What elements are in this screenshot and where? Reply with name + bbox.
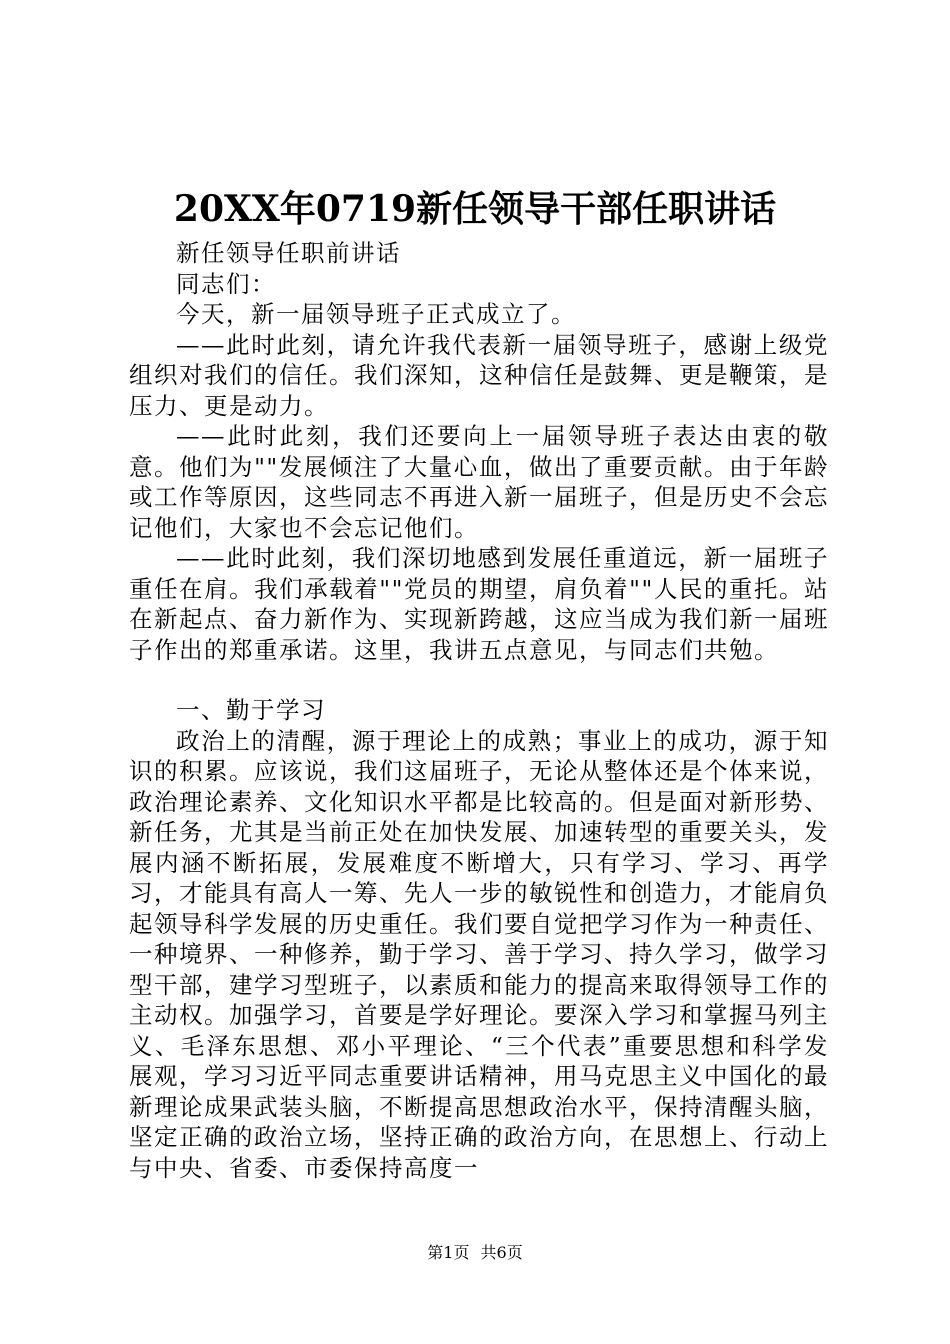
paragraph-salutation: 同志们：	[176, 269, 276, 298]
paragraph: 政治上的清醒，源于理论上的成熟；事业上的成功，源于知识的积累。应该说，我们这届班子，无论从整体还是个体来说，政治理论素养、文化知识水平都是比较高的。但是面对新形势、新任务，尤其是当前正处在加快发展、加速转型的重要关头，发展内涵不断拓展，发展难度不断增大，只有学习、学习、再学习，才能具有高人一筹、先人一步的敏锐性和创造力，才能肩负起领导科学发展的历史重任。我们要自觉把学习作为一种责任、一种境界、一种修养，勤于学习、善于学习、持久学习，做学习型干部，建学习型班子，以素质和能力的提高来取得领导工作的主动权。加强学习，首要是学好理论。要深入学习和掌握马列主义、毛泽东思想、邓小平理论、“三个代表”重要思想和科学发展观，学习习近平同志重要讲话精神，用马克思主义中国化的最新理论成果武装头脑，不断提高思想政治水平，保持清醒头脑，坚定正确的政治立场，坚持正确的政治方向，在思想上、行动上与中央、省委、市委保持高度一	[129, 726, 829, 1182]
page-footer	[0, 1242, 950, 1264]
document-body	[129, 238, 829, 1183]
paragraph: ——此时此刻，我们还要向上一届领导班子表达由衷的敬意。他们为""发展倾注了大量心血，做出了重要贡献。由于年龄或工作等原因，这些同志不再进入新一届班子，但是历史不会忘记他们，大家也不会忘记他们。	[129, 422, 829, 542]
paragraph-subtitle: 新任领导任职前讲话	[176, 239, 401, 267]
paragraph: ——此时此刻，我们深切地感到发展任重道远，新一届班子重任在肩。我们承载着""党员的期望，肩负着""人民的重托。站在新起点、奋力新作为、实现新跨越，这应当成为我们新一届班子作出的郑重承诺。这里，我讲五点意见，与同志们共勉。	[129, 544, 829, 664]
document-title: 20XX年0719新任领导干部任职讲话	[173, 188, 777, 230]
section-heading: 一、勤于学习	[176, 696, 326, 724]
page-number: 第1页	[427, 1243, 470, 1262]
paragraph: 今天，新一届领导班子正式成立了。	[176, 300, 576, 328]
paragraph: ——此时此刻，请允许我代表新一届领导班子，感谢上级党组织对我们的信任。我们深知，这种信任是鼓舞、更是鞭策，是压力、更是动力。	[129, 330, 829, 420]
page-total: 共6页	[480, 1243, 523, 1262]
